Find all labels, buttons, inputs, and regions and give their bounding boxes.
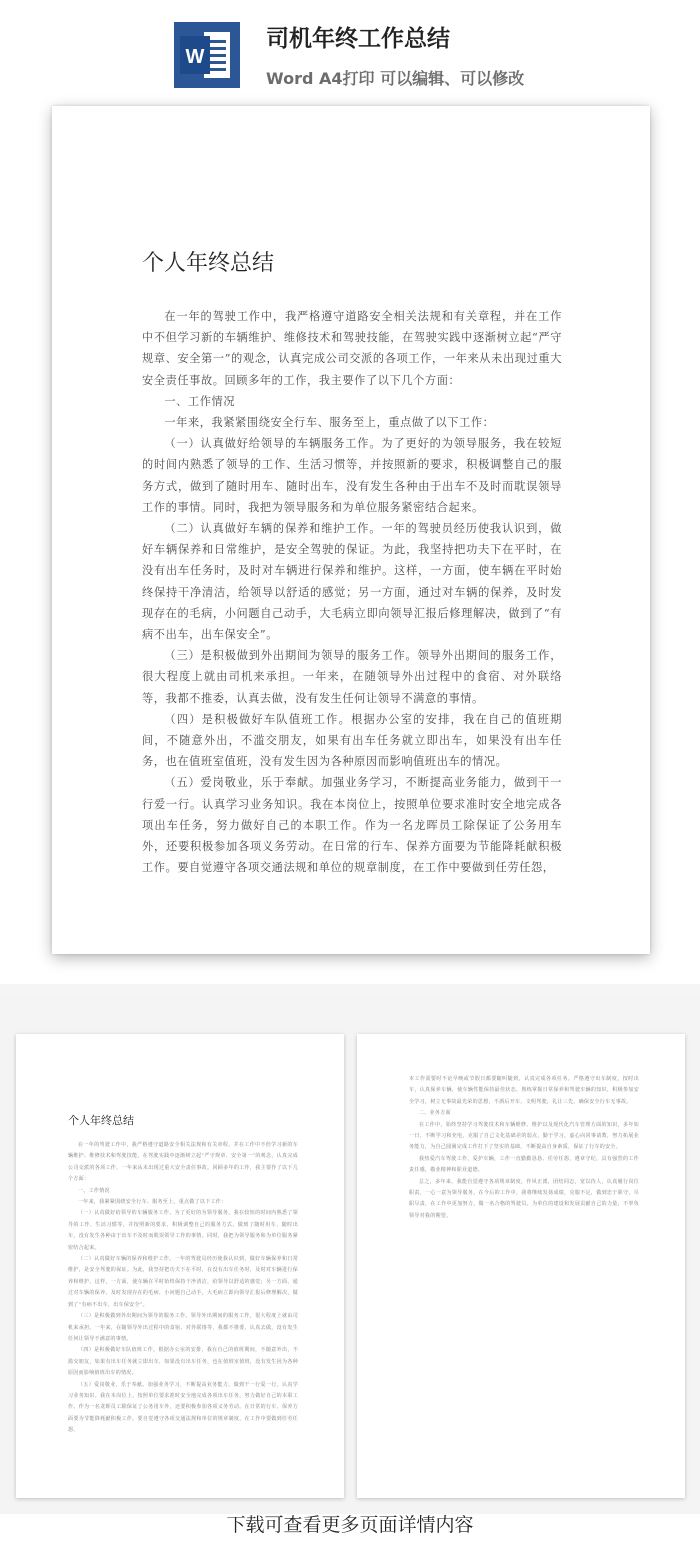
paragraph: 一年来，我紧紧围绕安全行车、服务至上，重点做了以下工作：	[164, 416, 495, 430]
paragraph: （四）是积极做好车队值班工作。根据办公室的安排，我在自己的值班期间，不随意外出，不滥交朋友，如果有出车任务就立即出车，如果没有出车任务，也在值班室值班，没有发生因为各种原因而影响值班出车的情况。	[142, 712, 562, 769]
document-title: 个人年终总结	[142, 251, 275, 276]
paragraph: 总之，多年来，我能自觉遵守各项规章制度，作风正派，团结同志，宽以待人，认真履行岗位职责，一心一意为领导服务。在今后的工作中，我将继续发扬成绩，克服不足，做到忠于职守，尽职尽责，在工作中更加努力，做一名合格的驾驶员，为单位的建设和发展贡献自己的力量，不辜负领导对我的期望。	[409, 1178, 639, 1219]
thumbnail-title: 个人年终总结	[68, 1114, 134, 1127]
document-preview-main[interactable]	[52, 106, 650, 954]
paragraph: （五）爱岗敬业，乐于奉献。加强业务学习，不断提高业务能力，做到干一行爱一行。认真学习业务知识。我在本岗位上，按照单位要求准时安全地完成各项出车任务，努力做好自己的本职工作。作为一名龙晖员工除保证了公务用车外，还要积极参加各项义务劳动。在日常的行车、保养方面要为节能降耗献积极工作。要自觉遵守各项交通法规和单位的规章制度，在工作中要做到任劳任怨，	[68, 1381, 298, 1434]
thumbnail-body	[68, 1140, 298, 1437]
paragraph: 在一年的驾驶工作中，我严格遵守道路安全相关法规和有关章程，并在工作中不但学习新的车辆维护、维修技术和驾驶技能，在驾驶实践中逐渐树立起“严守规章、安全第一”的观念，认真完成公司交派的各项工作，一年来从未出现过重大安全责任事故。回顾多年的工作，我主要作了以下几个方面：	[142, 310, 562, 387]
word-doc-icon	[174, 22, 240, 88]
paragraph: （四）是积极做好车队值班工作。根据办公室的安排，我在自己的值班期间，不随意外出，不滥交朋友，如果有出车任务就立即出车，如果没有出车任务，也在值班室值班，没有发生因为各种原因而影响值班出车的情况。	[68, 1347, 298, 1377]
paragraph: 一年来，我紧紧围绕安全行车、服务至上，重点做了以下工作：	[78, 1199, 227, 1206]
document-body	[142, 306, 562, 878]
page-subtitle: Word A4打印 可以编辑、可以修改	[266, 69, 525, 88]
paragraph: 我热爱汽车驾驶工作，爱护车辆，工作一直勤勤恳恳、任劳任怨，遵章守纪，具有强烈的工作责任感，敬业精神和职业道德。	[409, 1155, 639, 1174]
paragraph: （三）是积极做到外出期间为领导的服务工作。领导外出期间的服务工作，很大程度上就由司机来承担。一年来，在随领导外出过程中的食宿、对外联络等，我都不推委，认真去做，没有发生任何让领导不满意的事情。	[68, 1313, 298, 1342]
paragraph: （二）认真做好车辆的保养和维护工作。一年的驾驶员经历使我认识到，做好车辆保养和日常维护，是安全驾驶的保证。为此，我坚持把功夫下在平时，在没有出车任务时，及时对车辆进行保养和维护。这样，一方面，使车辆在平时始终保持干净清洁，给领导以舒适的感觉；另一方面，通过对车辆的保养，及时发现存在的毛病，小问题自己动手，大毛病立即向领导汇报后修理解决，做到了“有病不出车，出车保安全”。	[68, 1256, 298, 1308]
thumbnail-body	[409, 1074, 639, 1222]
section-heading: 二、业务方面	[419, 1110, 451, 1117]
paragraph: 本工作需要时不论早晚或节假日都要随叫随到，认真完成各项任务。严格遵守出车制度，按时出车，认真保养车辆，使车辆性能保持最佳状态，熟练掌握日常保养和驾驶车辆的知识，积极参加安全学习，树立无事故最光荣的思想，不酒后开车，文明驾驶，礼让三先，确保安全行车无事故。	[409, 1076, 639, 1105]
page-title: 司机年终工作总结	[266, 26, 450, 52]
page-thumbnail-2[interactable]	[357, 1034, 685, 1498]
paragraph: （二）认真做好车辆的保养和维护工作。一年的驾驶员经历使我认识到，做好车辆保养和日常维护，是安全驾驶的保证。为此，我坚持把功夫下在平时，在没有出车任务时，及时对车辆进行保养和维护。这样，一方面，使车辆在平时始终保持干净清洁，给领导以舒适的感觉；另一方面，通过对车辆的保养，及时发现存在的毛病，小问题自己动手，大毛病立即向领导汇报后修理解决，做到了“有病不出车，出车保安全”。	[142, 522, 562, 642]
paragraph: （一）认真做好给领导的车辆服务工作。为了更好的为领导服务，我在较短的时间内熟悉了领导的工作、生活习惯等，并按照新的要求，积极调整自己的服务方式，做到了随时用车、随时出车，没有发生各种由于出车不及时而耽误领导工作的事情。同时，我把为领导服务和为单位服务紧密结合起来。	[142, 437, 562, 514]
paragraph: （五）爱岗敬业，乐于奉献。加强业务学习，不断提高业务能力，做到干一行爱一行。认真学习业务知识。我在本岗位上，按照单位要求准时安全地完成各项出车任务，努力做好自己的本职工作。作为一名龙晖员工除保证了公务用车外，还要积极参加各项义务劳动。在日常的行车、保养方面要为节能降耗献积极工作。要自觉遵守各项交通法规和单位的规章制度，在工作中要做到任劳任怨，	[142, 776, 562, 875]
paragraph: 在一年的驾驶工作中，我严格遵守道路安全相关法规和有关章程，并在工作中不但学习新的车辆维护、维修技术和驾驶技能，在驾驶实践中逐渐树立起“严守规章、安全第一”的观念，认真完成公司交派的各项工作，一年来从未出现过重大安全责任事故。回顾多年的工作，我主要作了以下几个方面：	[68, 1142, 298, 1183]
paragraph: （三）是积极做到外出期间为领导的服务工作。领导外出期间的服务工作，很大程度上就由司机来承担。一年来，在随领导外出过程中的食宿、对外联络等，我都不推委，认真去做，没有发生任何让领导不满意的事情。	[142, 649, 562, 705]
header	[0, 0, 700, 100]
divider	[0, 984, 700, 994]
paragraph: 在工作中，始终坚持学习驾驶技术和车辆维修、维护以及现代化汽车管理方面的知识，多年如一日，不断学习和充电，克服了自己文化基础差的弱点，勤于学习，虚心向同事请教，努力拓展业务能力，为自己圆满完成工作打下了坚实的基础，不断提高自身素质，保证了行车的安全。	[409, 1121, 639, 1151]
download-more-link[interactable]: 下载可查看更多页面详情内容	[226, 1514, 474, 1536]
section-heading: 一、工作情况	[78, 1187, 110, 1194]
page-thumbnails	[0, 994, 700, 1514]
paragraph: （一）认真做好给领导的车辆服务工作。为了更好的为领导服务，我在较短的时间内熟悉了领导的工作、生活习惯等，并按照新的要求，积极调整自己的服务方式，做到了随时用车、随时出车，没有发生各种由于出车不及时而耽误领导工作的事情。同时，我把为领导服务和为单位服务紧密结合起来。	[68, 1210, 298, 1251]
svg-text:W: W	[185, 46, 205, 68]
section-heading: 一、工作情况	[164, 394, 236, 408]
page-thumbnail-1[interactable]	[16, 1034, 344, 1498]
